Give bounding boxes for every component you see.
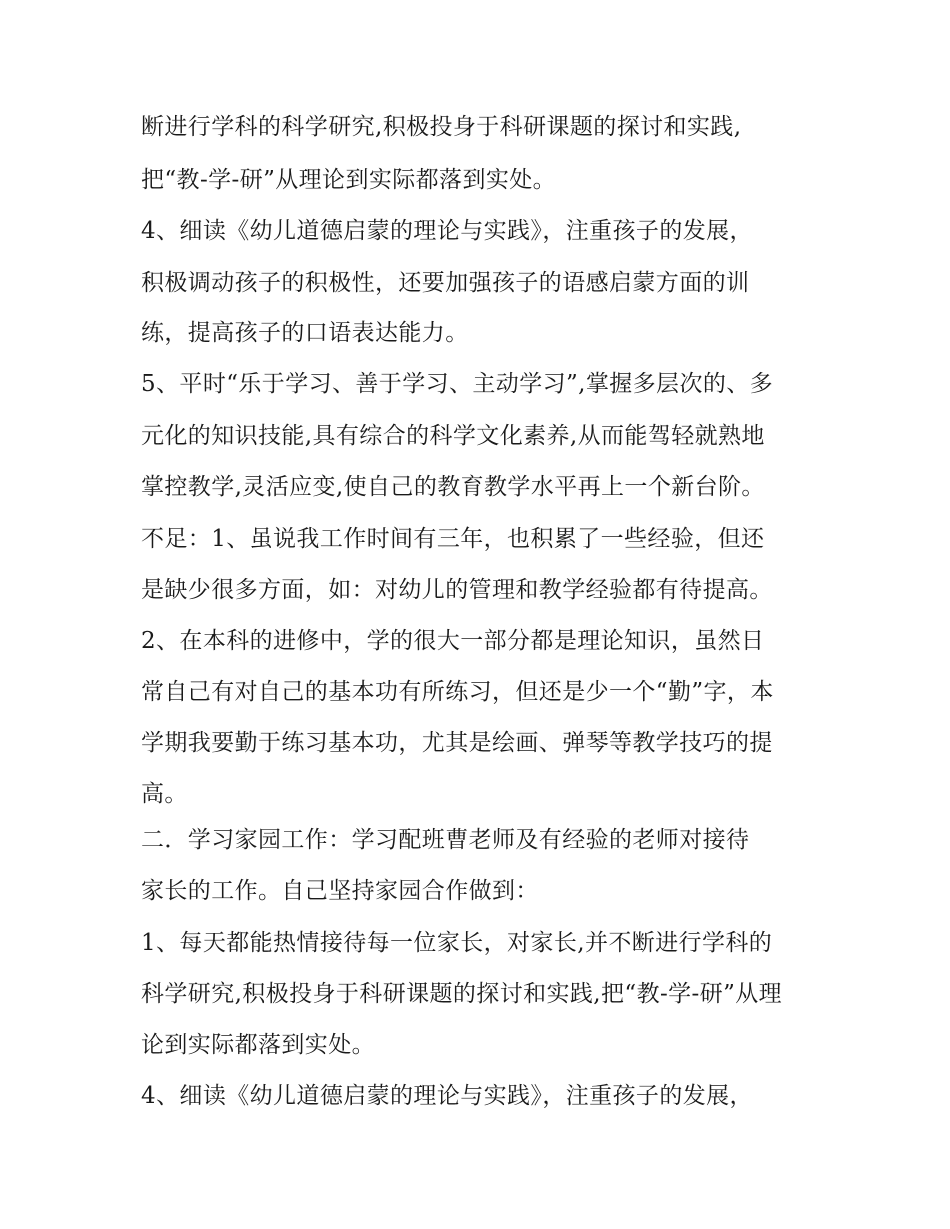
text-line: 常自己有对自己的基本功有所练习，但还是少一个“勤”字，本 <box>141 679 774 705</box>
text-line: 家长的工作。自己坚持家园合作做到： <box>141 878 539 904</box>
text-line: 论到实际都落到实处。 <box>141 1032 375 1058</box>
text-line: 把“教-学-研”从理论到实际都落到实处。 <box>141 167 557 193</box>
text-line: 练，提高孩子的口语表达能力。 <box>141 320 469 346</box>
text-line: 4、细读《幼儿道德启蒙的理论与实践》，注重孩子的发展， <box>141 218 753 244</box>
text-line: 掌控教学,灵活应变,使自己的教育教学水平再上一个新台阶。 <box>141 474 765 500</box>
text-line: 5、平时“乐于学习、善于学习、主动学习”,掌握多层次的、多 <box>141 371 774 397</box>
text-line: 元化的知识技能,具有综合的科学文化素养,从而能驾轻就熟地 <box>141 423 765 449</box>
text-line: 是缺少很多方面，如：对幼儿的管理和教学经验都有待提高。 <box>141 577 773 603</box>
text-line: 不足：1、虽说我工作时间有三年，也积累了一些经验，但还 <box>141 526 765 552</box>
text-line: 断进行学科的科学研究,积极投身于科研课题的探讨和实践, <box>141 114 742 140</box>
text-line: 高。 <box>141 781 188 807</box>
text-line: 积极调动孩子的积极性，还要加强孩子的语感启蒙方面的训 <box>141 270 750 296</box>
text-line: 2、在本科的进修中，学的很大一部分都是理论知识，虽然日 <box>141 628 765 654</box>
text-line: 学期我要勤于练习基本功，尤其是绘画、弹琴等教学技巧的提 <box>141 730 773 756</box>
text-line: 二．学习家园工作：学习配班曹老师及有经验的老师对接待 <box>141 827 750 853</box>
text-line: 1、每天都能热情接待每一位家长，对家长,并不断进行学科的 <box>141 930 773 956</box>
text-line: 科学研究,积极投身于科研课题的探讨和实践,把“教-学-研”从理 <box>141 981 783 1007</box>
text-line: 4、细读《幼儿道德启蒙的理论与实践》，注重孩子的发展， <box>141 1083 753 1109</box>
